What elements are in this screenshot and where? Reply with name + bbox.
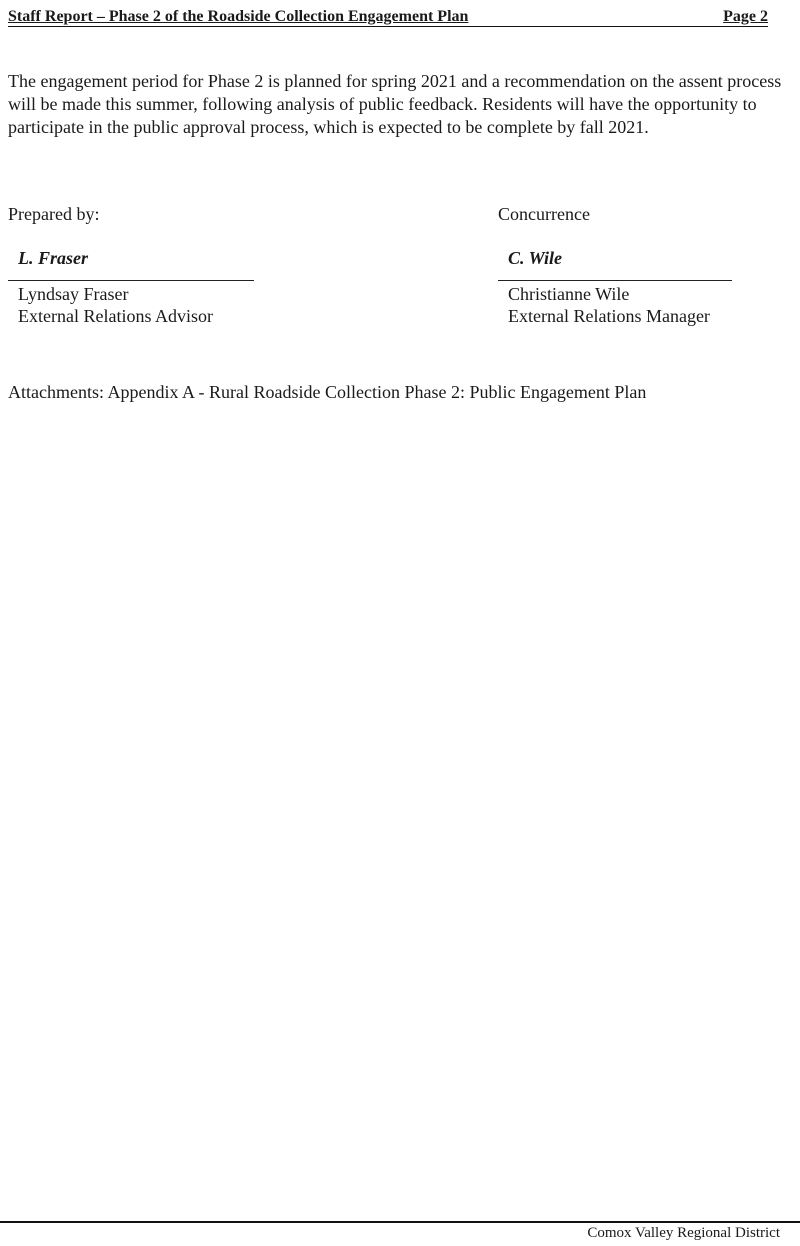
prepared-by-role: External Relations Advisor: [18, 306, 213, 326]
prepared-by-name: Lyndsay Fraser: [18, 284, 129, 304]
prepared-by-label: Prepared by:: [8, 204, 100, 224]
concurrence-role: External Relations Manager: [508, 306, 710, 326]
body-paragraph: The engagement period for Phase 2 is planned for spring 2021 and a recommendation on the assent process will be made this summer, following analysis of public feedback. Residents will have the opportunity to participate in the public approval process, which is expected to be complete by fall 2021.: [8, 71, 782, 137]
footer-divider: [0, 1221, 800, 1223]
footer-organization: Comox Valley Regional District: [587, 1225, 780, 1241]
signature-line: [8, 280, 254, 281]
concurrence-name: Christianne Wile: [508, 284, 630, 304]
concurrence-label: Concurrence: [498, 204, 590, 224]
prepared-by-block: [8, 204, 268, 327]
report-title: Staff Report – Phase 2 of the Roadside Collection Engagement Plan: [8, 8, 469, 25]
prepared-by-signature: L. Fraser: [18, 248, 89, 268]
page-number: Page 2: [723, 8, 768, 25]
concurrence-signature: C. Wile: [508, 248, 563, 268]
concurrence-block: [498, 204, 758, 327]
signature-line: [498, 280, 732, 281]
attachments-line: Attachments: Appendix A - Rural Roadside Collection Phase 2: Public Engagement Plan: [8, 382, 647, 402]
page-header: [8, 6, 768, 27]
